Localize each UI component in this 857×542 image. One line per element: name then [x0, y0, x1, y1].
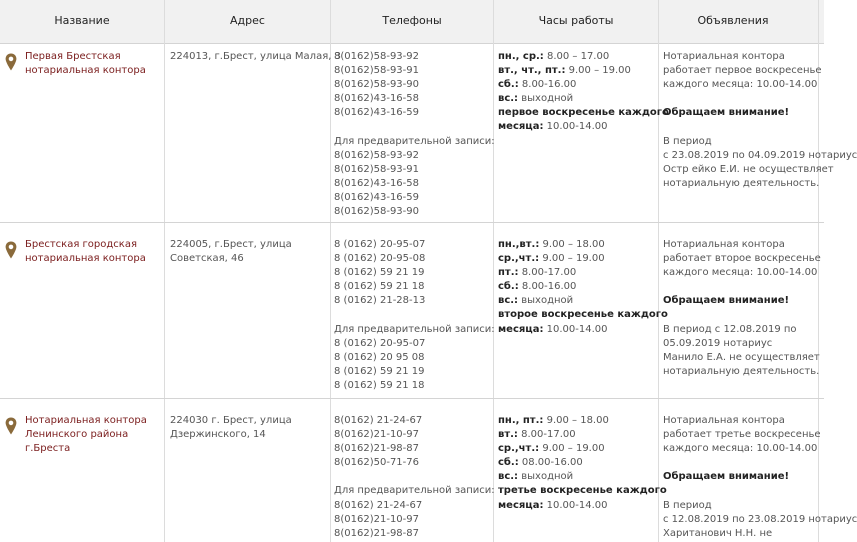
spacer — [663, 484, 857, 498]
hours-line — [498, 499, 667, 513]
header-address: Адрес — [230, 14, 265, 27]
address-line: Дзержинского, 14 — [170, 429, 266, 441]
hours-day: вт.: — [498, 429, 518, 441]
office-name-line: нотариальная контора — [25, 253, 146, 265]
hours-time: 9.00 – 19.00 — [565, 65, 631, 77]
office-phones — [334, 238, 495, 393]
pre-registration-phone: 8(0162)43-16-58 — [334, 177, 420, 189]
hours-line — [498, 64, 669, 78]
hours-day: третье воскресенье каждого — [498, 485, 667, 497]
office-address — [170, 414, 292, 442]
hours-line — [498, 323, 668, 337]
hours-day: ср.,чт.: — [498, 253, 540, 265]
hours-day: пт.: — [498, 267, 519, 279]
hours-line — [498, 442, 667, 456]
phone-number: 8(0162)21-10-97 — [334, 429, 420, 441]
phone-number: 8(0162)43-16-58 — [334, 93, 420, 105]
office-name-line: г.Бреста — [25, 443, 71, 455]
announcement-line: В период с 12.08.2019 по — [663, 323, 797, 335]
spacer — [663, 120, 857, 134]
phone-number: 8 (0162) 59 21 18 — [334, 281, 425, 293]
address-line: 224013, г.Брест, улица Малая, 3 — [170, 51, 341, 62]
office-hours — [498, 238, 668, 337]
hours-line — [498, 308, 668, 322]
announcement-line: работает первое воскресенье — [663, 65, 822, 77]
pre-registration-phone: 8(0162) 21-24-67 — [334, 499, 423, 511]
hours-line — [498, 266, 668, 280]
announcement-line: В период — [663, 135, 712, 147]
office-name-link[interactable] — [25, 414, 147, 456]
hours-line — [498, 106, 669, 120]
hours-day: сб.: — [498, 79, 519, 91]
announcement-line: нотариальную деятельность. — [663, 365, 820, 377]
office-hours — [498, 414, 667, 513]
office-name-link[interactable] — [25, 50, 146, 78]
pre-registration-phone: 8(0162)43-16-59 — [334, 191, 420, 203]
spacer — [334, 120, 495, 134]
office-announcement — [663, 238, 821, 379]
hours-line — [498, 252, 668, 266]
hours-line — [498, 484, 667, 498]
announcement-line: 05.09.2019 нотариус — [663, 337, 773, 349]
announcement-line: работает третье воскресенье — [663, 429, 821, 441]
hours-day: месяца: — [498, 121, 544, 133]
phone-number: 8 (0162) 20-95-08 — [334, 253, 426, 265]
hours-day: второе воскресенье каждого — [498, 309, 668, 321]
hours-time: выходной — [518, 295, 574, 307]
office-name-link[interactable] — [25, 238, 146, 266]
office-address — [170, 238, 292, 266]
phone-number: 8 (0162) 20-95-07 — [334, 239, 426, 250]
hours-time: 10.00-14.00 — [543, 121, 608, 133]
address-line: 224030 г. Брест, улица — [170, 415, 292, 426]
hours-line — [498, 92, 669, 106]
location-pin-icon[interactable] — [5, 241, 17, 259]
hours-time: 8.00-17.00 — [518, 267, 577, 279]
phone-number: 8(0162)58-93-92 — [334, 51, 420, 62]
hours-time: 9.00 – 19.00 — [539, 443, 605, 455]
phone-number: 8(0162)21-98-87 — [334, 443, 420, 455]
hours-day: пн., пт.: — [498, 415, 544, 426]
hours-day: месяца: — [498, 499, 544, 511]
office-name-line: Ленинского района — [25, 429, 129, 441]
hours-line — [498, 238, 668, 252]
announcement-line: Нотариальная контора — [663, 415, 785, 426]
phone-number: 8(0162)50-71-76 — [334, 457, 420, 469]
hours-time: 10.00-14.00 — [543, 499, 608, 511]
hours-day: первое воскресенье каждого — [498, 107, 669, 119]
office-hours — [498, 50, 669, 135]
hours-line — [498, 456, 667, 470]
announcement-line: с 12.08.2019 по 23.08.2019 нотариус — [663, 513, 857, 525]
attention-text: Обращаем внимание! — [663, 295, 790, 307]
attention-heading — [663, 106, 857, 120]
spacer — [663, 456, 857, 470]
pre-registration-phone: 8 (0162) 59 21 19 — [334, 365, 425, 377]
spacer — [663, 280, 821, 294]
phone-number: 8(0162)43-16-59 — [334, 107, 420, 119]
office-phones — [334, 50, 495, 219]
announcement-line: Остр ейко Е.И. не осуществляет — [663, 163, 834, 175]
location-pin-icon[interactable] — [5, 417, 17, 435]
office-name-line: Первая Брестская — [25, 51, 121, 62]
announcement-line: нотариальную деятельность. — [663, 177, 820, 189]
hours-day: вс.: — [498, 471, 519, 483]
attention-text: Обращаем внимание! — [663, 471, 790, 483]
table-header — [0, 0, 824, 44]
hours-time: 08.00-16.00 — [518, 457, 583, 469]
header-name: Название — [54, 14, 110, 27]
pre-registration-label: Для предварительной записи: — [334, 485, 495, 497]
phone-number: 8 (0162) 21-28-13 — [334, 295, 426, 307]
pre-registration-phone: 8(0162)58-93-91 — [334, 163, 420, 175]
location-pin-icon[interactable] — [5, 53, 17, 71]
header-announcements: Объявления — [697, 14, 769, 27]
pre-registration-phone: 8(0162)58-93-92 — [334, 149, 420, 161]
address-line: Советская, 46 — [170, 253, 244, 265]
header-hours: Часы работы — [538, 14, 614, 27]
announcement-line: Нотариальная контора — [663, 239, 785, 250]
hours-day: сб.: — [498, 281, 519, 293]
hours-line — [498, 78, 669, 92]
hours-time: 10.00-14.00 — [543, 323, 608, 335]
hours-day: вт., чт., пт.: — [498, 65, 566, 77]
pre-registration-phone: 8 (0162) 20-95-07 — [334, 337, 426, 349]
pre-registration-phone: 8 (0162) 59 21 18 — [334, 379, 425, 391]
hours-time: 8.00-16.00 — [518, 79, 577, 91]
announcement-line: Нотариальная контора — [663, 51, 785, 62]
pre-registration-phone: 8(0162)21-98-87 — [334, 527, 420, 539]
hours-line — [498, 428, 667, 442]
announcement-line: Хаританович Н.Н. не — [663, 527, 773, 539]
hours-line — [498, 414, 667, 428]
hours-time: 9.00 – 18.00 — [539, 239, 605, 250]
hours-time: выходной — [518, 93, 574, 105]
hours-day: ср.,чт.: — [498, 443, 540, 455]
pre-registration-phone: 8 (0162) 20 95 08 — [334, 351, 425, 363]
spacer — [334, 308, 495, 322]
phone-number: 8 (0162) 59 21 19 — [334, 267, 425, 279]
address-line: 224005, г.Брест, улица — [170, 239, 292, 250]
announcement-line: каждого месяца: 10.00-14.00 — [663, 79, 818, 91]
announcement-line: каждого месяца: 10.00-14.00 — [663, 267, 818, 279]
hours-line — [498, 470, 667, 484]
hours-time: 8.00 – 17.00 — [543, 51, 610, 62]
hours-time: выходной — [518, 471, 574, 483]
hours-line — [498, 280, 668, 294]
attention-text: Обращаем внимание! — [663, 107, 790, 119]
office-name-line: Брестская городская — [25, 239, 137, 250]
hours-time: 8.00-17.00 — [517, 429, 576, 441]
office-address — [170, 50, 341, 64]
phone-number: 8(0162)58-93-91 — [334, 65, 420, 77]
pre-registration-label: Для предварительной записи: — [334, 323, 495, 335]
hours-line — [498, 120, 669, 134]
hours-day: вс.: — [498, 93, 519, 105]
phone-number: 8(0162)58-93-90 — [334, 79, 420, 91]
hours-day: сб.: — [498, 457, 519, 469]
spacer — [663, 308, 821, 322]
pre-registration-phone: 8(0162)58-93-90 — [334, 206, 420, 218]
announcement-line: каждого месяца: 10.00-14.00 — [663, 443, 818, 455]
hours-day: вс.: — [498, 295, 519, 307]
hours-time: 9.00 – 18.00 — [543, 415, 609, 426]
attention-heading — [663, 470, 857, 484]
header-phones: Телефоны — [382, 14, 442, 27]
announcement-line: В период — [663, 499, 712, 511]
phone-number: 8(0162) 21-24-67 — [334, 415, 423, 426]
office-name-line: нотариальная контора — [25, 65, 146, 77]
hours-time: 9.00 – 19.00 — [539, 253, 605, 265]
hours-line — [498, 50, 669, 64]
attention-heading — [663, 294, 821, 308]
announcement-line: работает второе воскресенье — [663, 253, 821, 265]
hours-day: пн., ср.: — [498, 51, 544, 62]
office-phones — [334, 414, 495, 541]
hours-day: месяца: — [498, 323, 544, 335]
office-name-line: Нотариальная контора — [25, 415, 147, 426]
office-announcement — [663, 50, 857, 191]
announcement-line: с 23.08.2019 по 04.09.2019 нотариус — [663, 149, 857, 161]
hours-time: 8.00-16.00 — [518, 281, 577, 293]
pre-registration-label: Для предварительной записи: — [334, 135, 495, 147]
pre-registration-phone: 8(0162)21-10-97 — [334, 513, 420, 525]
spacer — [663, 92, 857, 106]
hours-line — [498, 294, 668, 308]
announcement-line: Манило Е.А. не осуществляет — [663, 351, 820, 363]
hours-day: пн.,вт.: — [498, 239, 540, 250]
office-announcement — [663, 414, 857, 541]
spacer — [334, 470, 495, 484]
